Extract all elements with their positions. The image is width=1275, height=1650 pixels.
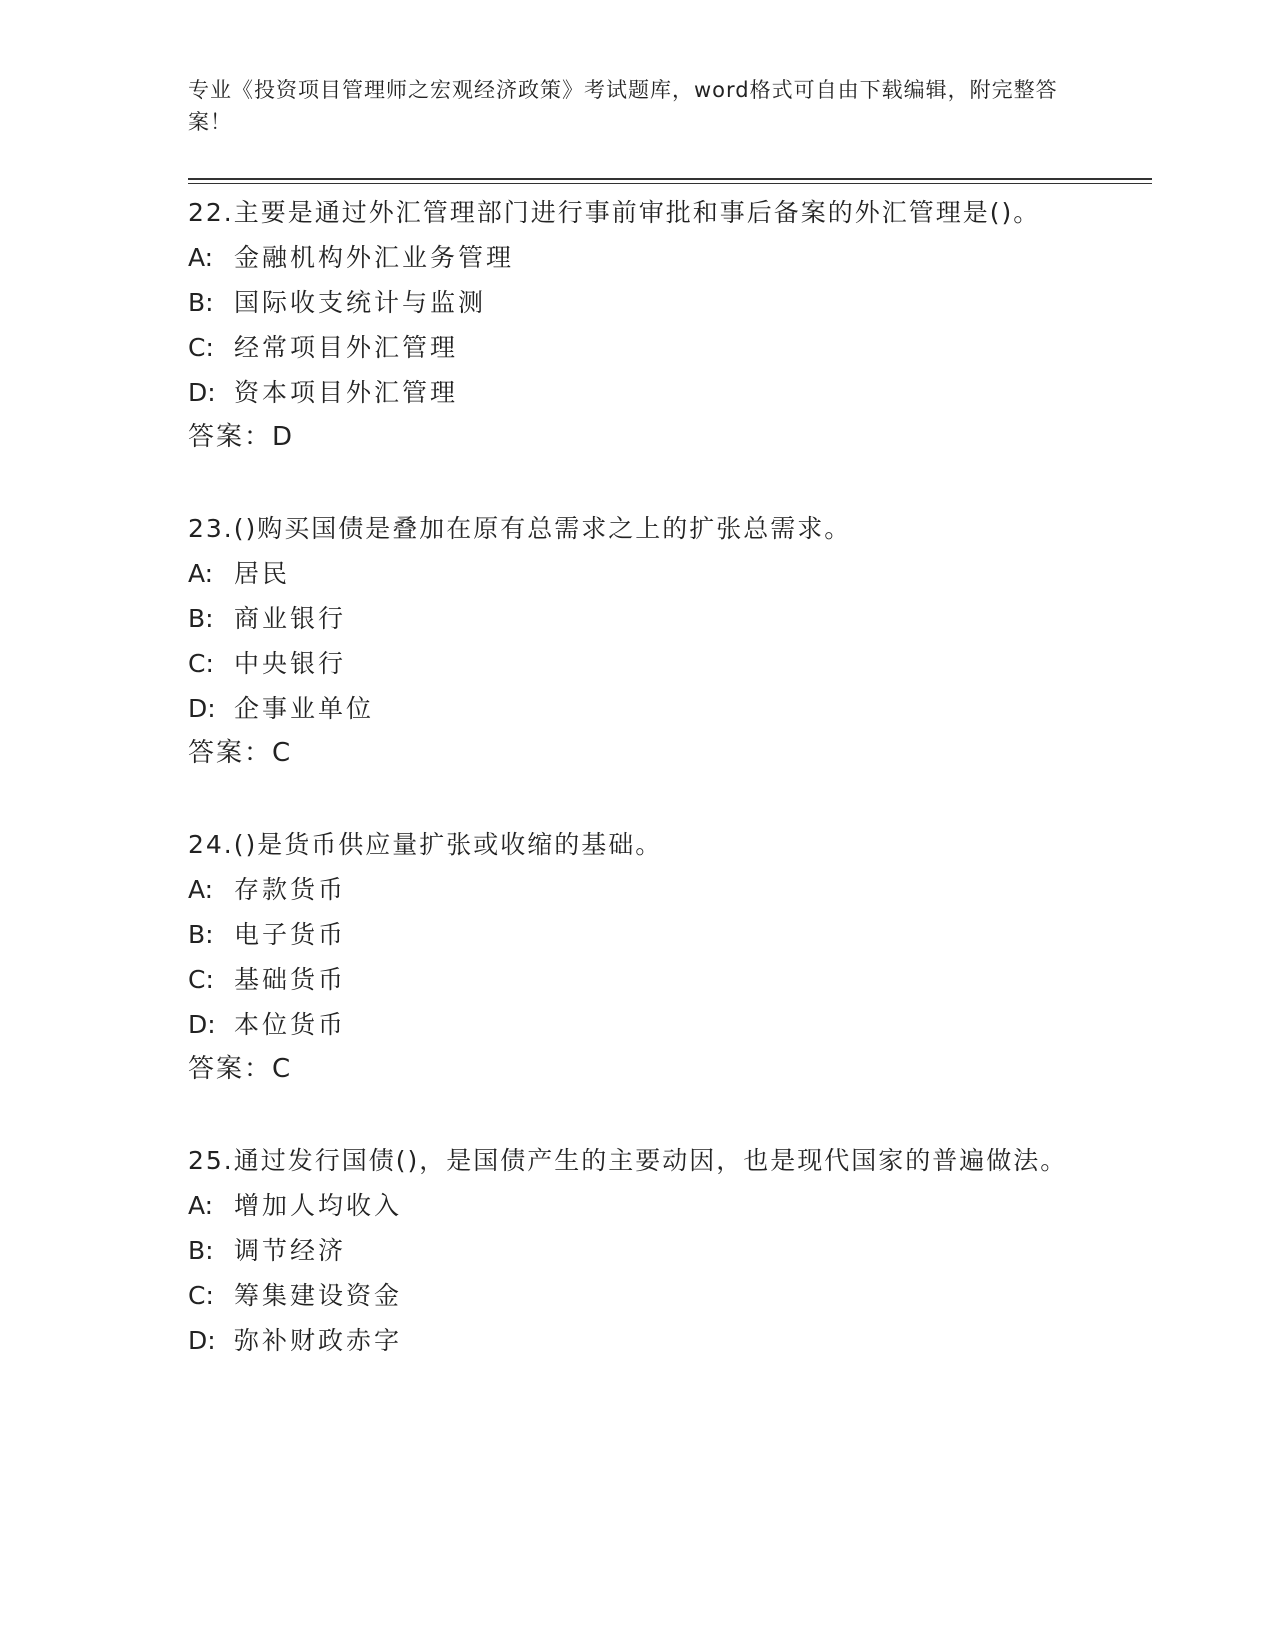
option-letter: A: [188, 875, 214, 904]
option-text: 基础货币 [234, 965, 347, 994]
header-divider-thick [188, 178, 1152, 180]
option-letter: C: [188, 333, 214, 362]
answer-label: 答案： [188, 1054, 273, 1084]
answer-value: D [272, 422, 294, 452]
option-letter: D: [188, 694, 216, 723]
option-text: 国际收支统计与监测 [234, 288, 487, 317]
answer-label: 答案： [188, 422, 273, 452]
document-header: 专业《投资项目管理师之宏观经济政策》考试题库，word格式可自由下载编辑，附完整答案！ [188, 78, 1058, 134]
option-a [188, 551, 1088, 596]
answer-value: C [272, 1054, 292, 1084]
option-text: 增加人均收入 [234, 1191, 403, 1220]
option-d [188, 1318, 1088, 1363]
option-text: 居民 [234, 559, 291, 588]
question-stem: 24.()是货币供应量扩张或收缩的基础。 [188, 830, 663, 859]
option-c [188, 641, 1088, 686]
option-c [188, 1273, 1088, 1318]
option-letter: D: [188, 1326, 216, 1355]
question-24 [188, 822, 1088, 1092]
option-text: 中央银行 [234, 649, 347, 678]
option-text: 经常项目外汇管理 [234, 333, 459, 362]
answer-line [188, 731, 1088, 776]
option-letter: A: [188, 559, 214, 588]
option-a [188, 1183, 1088, 1228]
question-25 [188, 1138, 1088, 1363]
option-text: 弥补财政赤字 [234, 1326, 403, 1355]
option-a [188, 867, 1088, 912]
question-stem: 22.主要是通过外汇管理部门进行事前审批和事后备案的外汇管理是()。 [188, 198, 1041, 227]
option-letter: C: [188, 1281, 214, 1310]
option-letter: B: [188, 288, 214, 317]
option-letter: A: [188, 243, 214, 272]
option-text: 企事业单位 [234, 694, 375, 723]
option-text: 电子货币 [234, 920, 347, 949]
option-text: 商业银行 [234, 604, 347, 633]
option-text: 筹集建设资金 [234, 1281, 403, 1310]
option-text: 金融机构外汇业务管理 [234, 243, 515, 272]
option-text: 存款货币 [234, 875, 347, 904]
question-list [188, 190, 1088, 1409]
answer-label: 答案： [188, 738, 273, 768]
option-b [188, 596, 1088, 641]
option-text: 本位货币 [234, 1010, 347, 1039]
option-b [188, 912, 1088, 957]
option-letter: C: [188, 965, 214, 994]
option-letter: B: [188, 1236, 214, 1265]
option-letter: B: [188, 920, 214, 949]
option-c [188, 957, 1088, 1002]
option-b [188, 1228, 1088, 1273]
option-letter: A: [188, 1191, 214, 1220]
option-d [188, 1002, 1088, 1047]
option-d [188, 370, 1088, 415]
option-a [188, 235, 1088, 280]
question-stem: 25.通过发行国债()，是国债产生的主要动因，也是现代国家的普遍做法。 [188, 1146, 1068, 1175]
option-b [188, 280, 1088, 325]
option-letter: D: [188, 1010, 216, 1039]
option-c [188, 325, 1088, 370]
option-d [188, 686, 1088, 731]
question-stem: 23.()购买国债是叠加在原有总需求之上的扩张总需求。 [188, 514, 852, 543]
option-letter: B: [188, 604, 214, 633]
answer-line [188, 1047, 1088, 1092]
option-text: 调节经济 [234, 1236, 347, 1265]
question-23 [188, 506, 1088, 776]
answer-value: C [272, 738, 292, 768]
answer-line [188, 415, 1088, 460]
option-text: 资本项目外汇管理 [234, 378, 459, 407]
option-letter: D: [188, 378, 216, 407]
option-letter: C: [188, 649, 214, 678]
header-divider-thin [188, 183, 1152, 184]
question-22 [188, 190, 1088, 460]
